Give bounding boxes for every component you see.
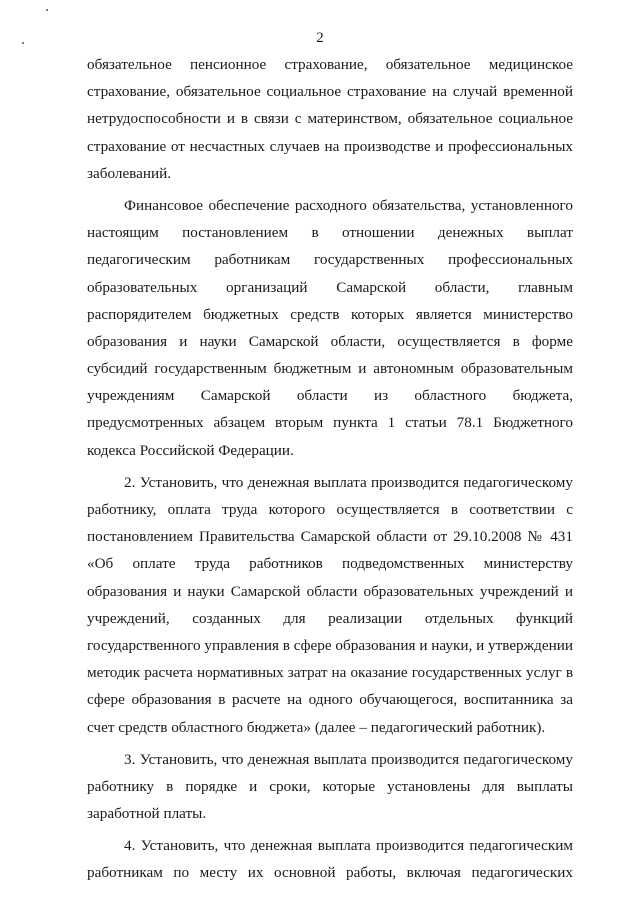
paragraph [87, 51, 573, 187]
text-line: кодекса Российской Федерации. [87, 441, 294, 459]
text-line: образования и науки Самарской области образовательных учреждений и [87, 582, 573, 600]
text-line: образовательных организаций Самарской области, главным [87, 278, 573, 296]
text-line: «Об оплате труда работников подведомственных министерству [87, 555, 573, 573]
text-line: постановлением Правительства Самарской области от 29.10.2008 № 431 [87, 528, 573, 546]
text-line: сфере образования в расчете на одного обучающегося, воспитанника за [87, 691, 573, 709]
text-line: обязательное пенсионное страхование, обязательное медицинское [87, 56, 573, 73]
text-line: образования и науки Самарской области, осуществляется в форме [87, 332, 573, 350]
text-line: работнику, оплата труда которого осуществляется в соответствии с [87, 501, 573, 518]
text-line: страхование от несчастных случаев на производстве и профессиональных [87, 137, 573, 155]
text-line: методик расчета нормативных затрат на оказание государственных услуг в [87, 664, 573, 682]
paragraph [87, 192, 573, 464]
text-line: учреждениям Самарской области из областного бюджета, [87, 387, 573, 405]
text-line: педагогическим работникам государственных профессиональных [87, 251, 573, 269]
paragraph [87, 832, 573, 886]
text-line: распорядителем бюджетных средств которых является министерство [87, 305, 573, 323]
paragraph [87, 469, 573, 741]
text-line: Финансовое обеспечение расходного обязательства, установленного [124, 196, 573, 214]
paragraph [87, 746, 573, 828]
text-line: предусмотренных абзацем вторым пункта 1 статьи 78.1 Бюджетного [87, 414, 573, 432]
text-line: работнику в порядке и сроки, которые установлены для выплаты [87, 777, 573, 795]
text-line: учреждений, созданных для реализации отдельных функций [87, 609, 573, 627]
text-line: страхование, обязательное социальное страхование на случай временной [87, 83, 573, 101]
text-line: 4. Установить, что денежная выплата производится педагогическим [124, 837, 573, 855]
text-line: заработной платы. [87, 805, 207, 823]
text-line: субсидий государственным бюджетным и автономным образовательным [87, 360, 573, 378]
text-line: нетрудоспособности и в связи с материнством, обязательное социальное [87, 110, 573, 128]
text-line: заболеваний. [87, 164, 172, 182]
document-body [87, 51, 573, 887]
text-line: государственного управления в сфере образования и науки, и утверждении [87, 636, 573, 654]
page-number: 2 [316, 30, 324, 46]
text-line: 3. Установить, что денежная выплата производится педагогическому [124, 750, 573, 768]
text-line: настоящим постановлением в отношении денежных выплат [87, 224, 573, 242]
scan-speck-mark [46, 9, 48, 11]
text-line: 2. Установить, что денежная выплата производится педагогическому [124, 473, 573, 491]
text-line: работникам по месту их основной работы, включая педагогических [87, 864, 573, 882]
text-line: счет средств областного бюджета» (далее – педагогический работник). [87, 718, 546, 736]
